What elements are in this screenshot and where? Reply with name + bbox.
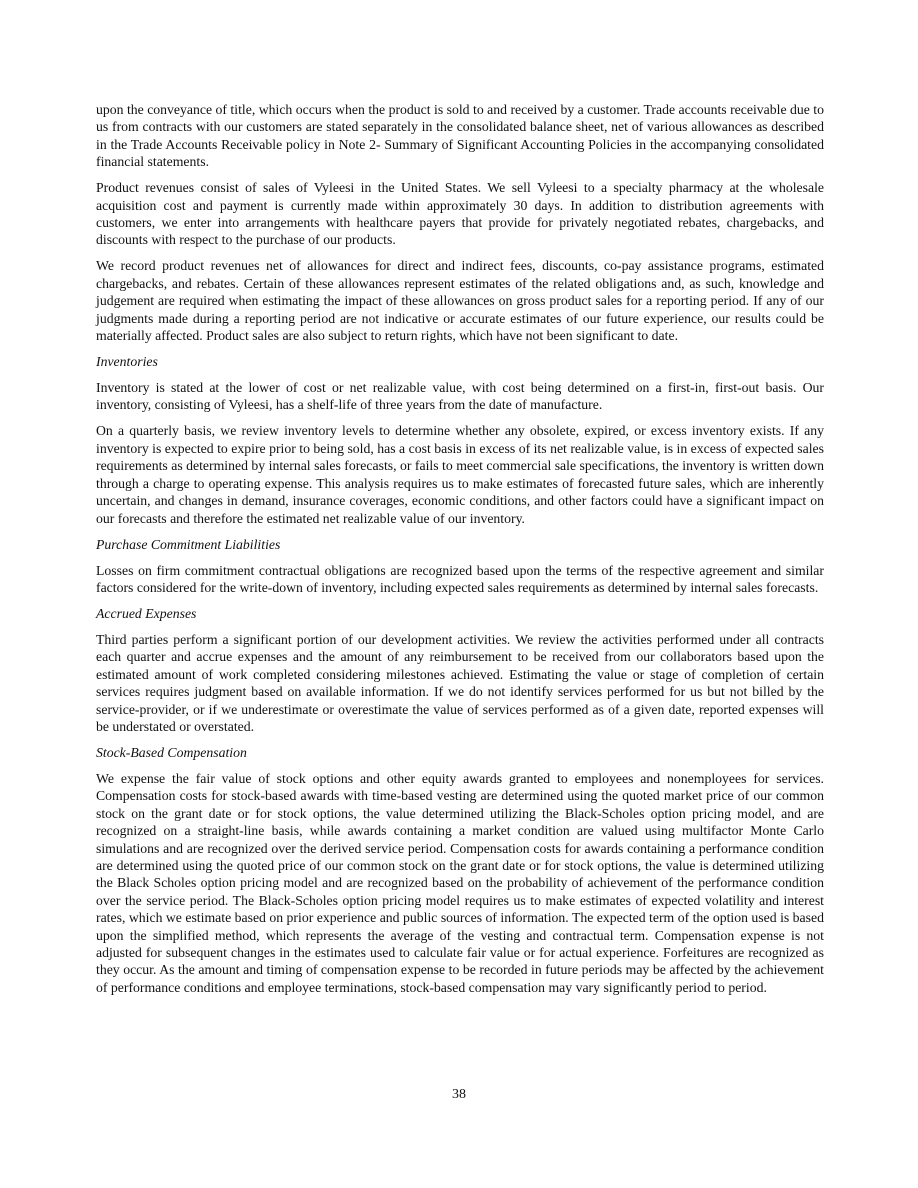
paragraph-allowances: We record product revenues net of allowances for direct and indirect fees, discounts, co-pay assistance programs, estimated chargebacks, and rebates. Certain of these allowances represent estimates of the related obligations and, as such, knowledge and judgement are required when estimating the impact of these allowances on gross product sales for a reporting period. If any of our judgments made during a reporting period are not indicative or accurate estimates of our future experience, our results could be materially affected. Product sales are also subject to return rights, which have not been significant to date. [96,258,824,344]
paragraph-inventory-cost: Inventory is stated at the lower of cost or net realizable value, with cost being determined on a first-in, first-out basis. Our inventory, consisting of Vyleesi, has a shelf-life of three years from the date of manufacture. [96,380,824,413]
heading-accrued-expenses: Accrued Expenses [96,605,197,621]
document-body [96,101,824,1005]
heading-inventories: Inventories [96,354,158,370]
paragraph-purchase-commitments: Losses on firm commitment contractual obligations are recognized based upon the terms of the respective agreement and similar factors considered for the write-down of inventory, including expected sales requirements as determined by internal sales forecasts. [96,562,824,595]
paragraph-accrued-expenses: Third parties perform a significant portion of our development activities. We review the activities performed under all contracts each quarter and accrue expenses and the amount of any reimbursement to be received from our collaborators based upon the estimated amount of work completed considering milestones achieved. Estimating the value or stage of completion of certain services requires judgment based on available information. If we do not identify services performed for us but not billed by the service-provider, or if we underestimate or overestimate the value of services performed as of a given date, reported expenses will be understated or overstated. [96,631,824,734]
paragraph-stock-based-compensation: We expense the fair value of stock options and other equity awards granted to employees and nonemployees for services. Compensation costs for stock-based awards with time-based vesting are determined using the quoted market price of our common stock on the grant date or for stock options, the value determined utilizing the Black-Scholes option pricing model, and are recognized on a straight-line basis, while awards containing a market condition are valued using multifactor Monte Carlo simulations and are recognized over the derived service period. Compensation costs for awards containing a performance condition are determined using the quoted price of our common stock on the grant date or for stock options, the value is determined utilizing the Black Scholes option pricing model and are recognized based on the probability of achievement of the performance condition over the service period. The Black-Scholes option pricing model requires us to make estimates of expected volatility and interest rates, which we estimate based on prior experience and public sources of information. The expected term of the option used is based upon the simplified method, which represents the average of the vesting and contractual term. Compensation expense is not adjusted for subsequent changes in the estimates used to calculate fair value or for actual experience. Forfeitures are recognized as they occur. As the amount and timing of compensation expense to be recorded in future periods may be affected by the achievement of performance conditions and employee terminations, stock-based compensation may vary significantly period to period. [96,770,824,995]
paragraph-revenue-recognition-continued: upon the conveyance of title, which occurs when the product is sold to and received by a customer. Trade accounts receivable due to us from contracts with our customers are stated separately in the consolidated balance sheet, net of various allowances as described in the Trade Accounts Receivable policy in Note 2- Summary of Significant Accounting Policies in the accompanying consolidated financial statements. [96,102,824,170]
heading-stock-based-compensation: Stock-Based Compensation [96,744,247,760]
paragraph-inventory-review: On a quarterly basis, we review inventory levels to determine whether any obsolete, expired, or excess inventory exists. If any inventory is expected to expire prior to being sold, has a cost basis in excess of its net realizable value, is in excess of expected sales requirements as determined by internal sales forecasts, or fails to meet commercial sale specifications, the inventory is written down through a charge to operating expense. This analysis requires us to make estimates of forecasted future sales, which are inherently uncertain, and changes in demand, insurance coverages, economic conditions, and other factors could have a significant impact on our forecasts and therefore the estimated net realizable value of our inventory. [96,423,824,526]
page-number: 38 [452,1087,466,1102]
heading-purchase-commitment-liabilities: Purchase Commitment Liabilities [96,536,281,552]
paragraph-product-revenues: Product revenues consist of sales of Vyleesi in the United States. We sell Vyleesi to a specialty pharmacy at the wholesale acquisition cost and payment is currently made within approximately 30 days. In addition to distribution agreements with customers, we enter into arrangements with healthcare payers that provide for privately negotiated rebates, chargebacks, and discounts with respect to the purchase of our products. [96,180,824,248]
